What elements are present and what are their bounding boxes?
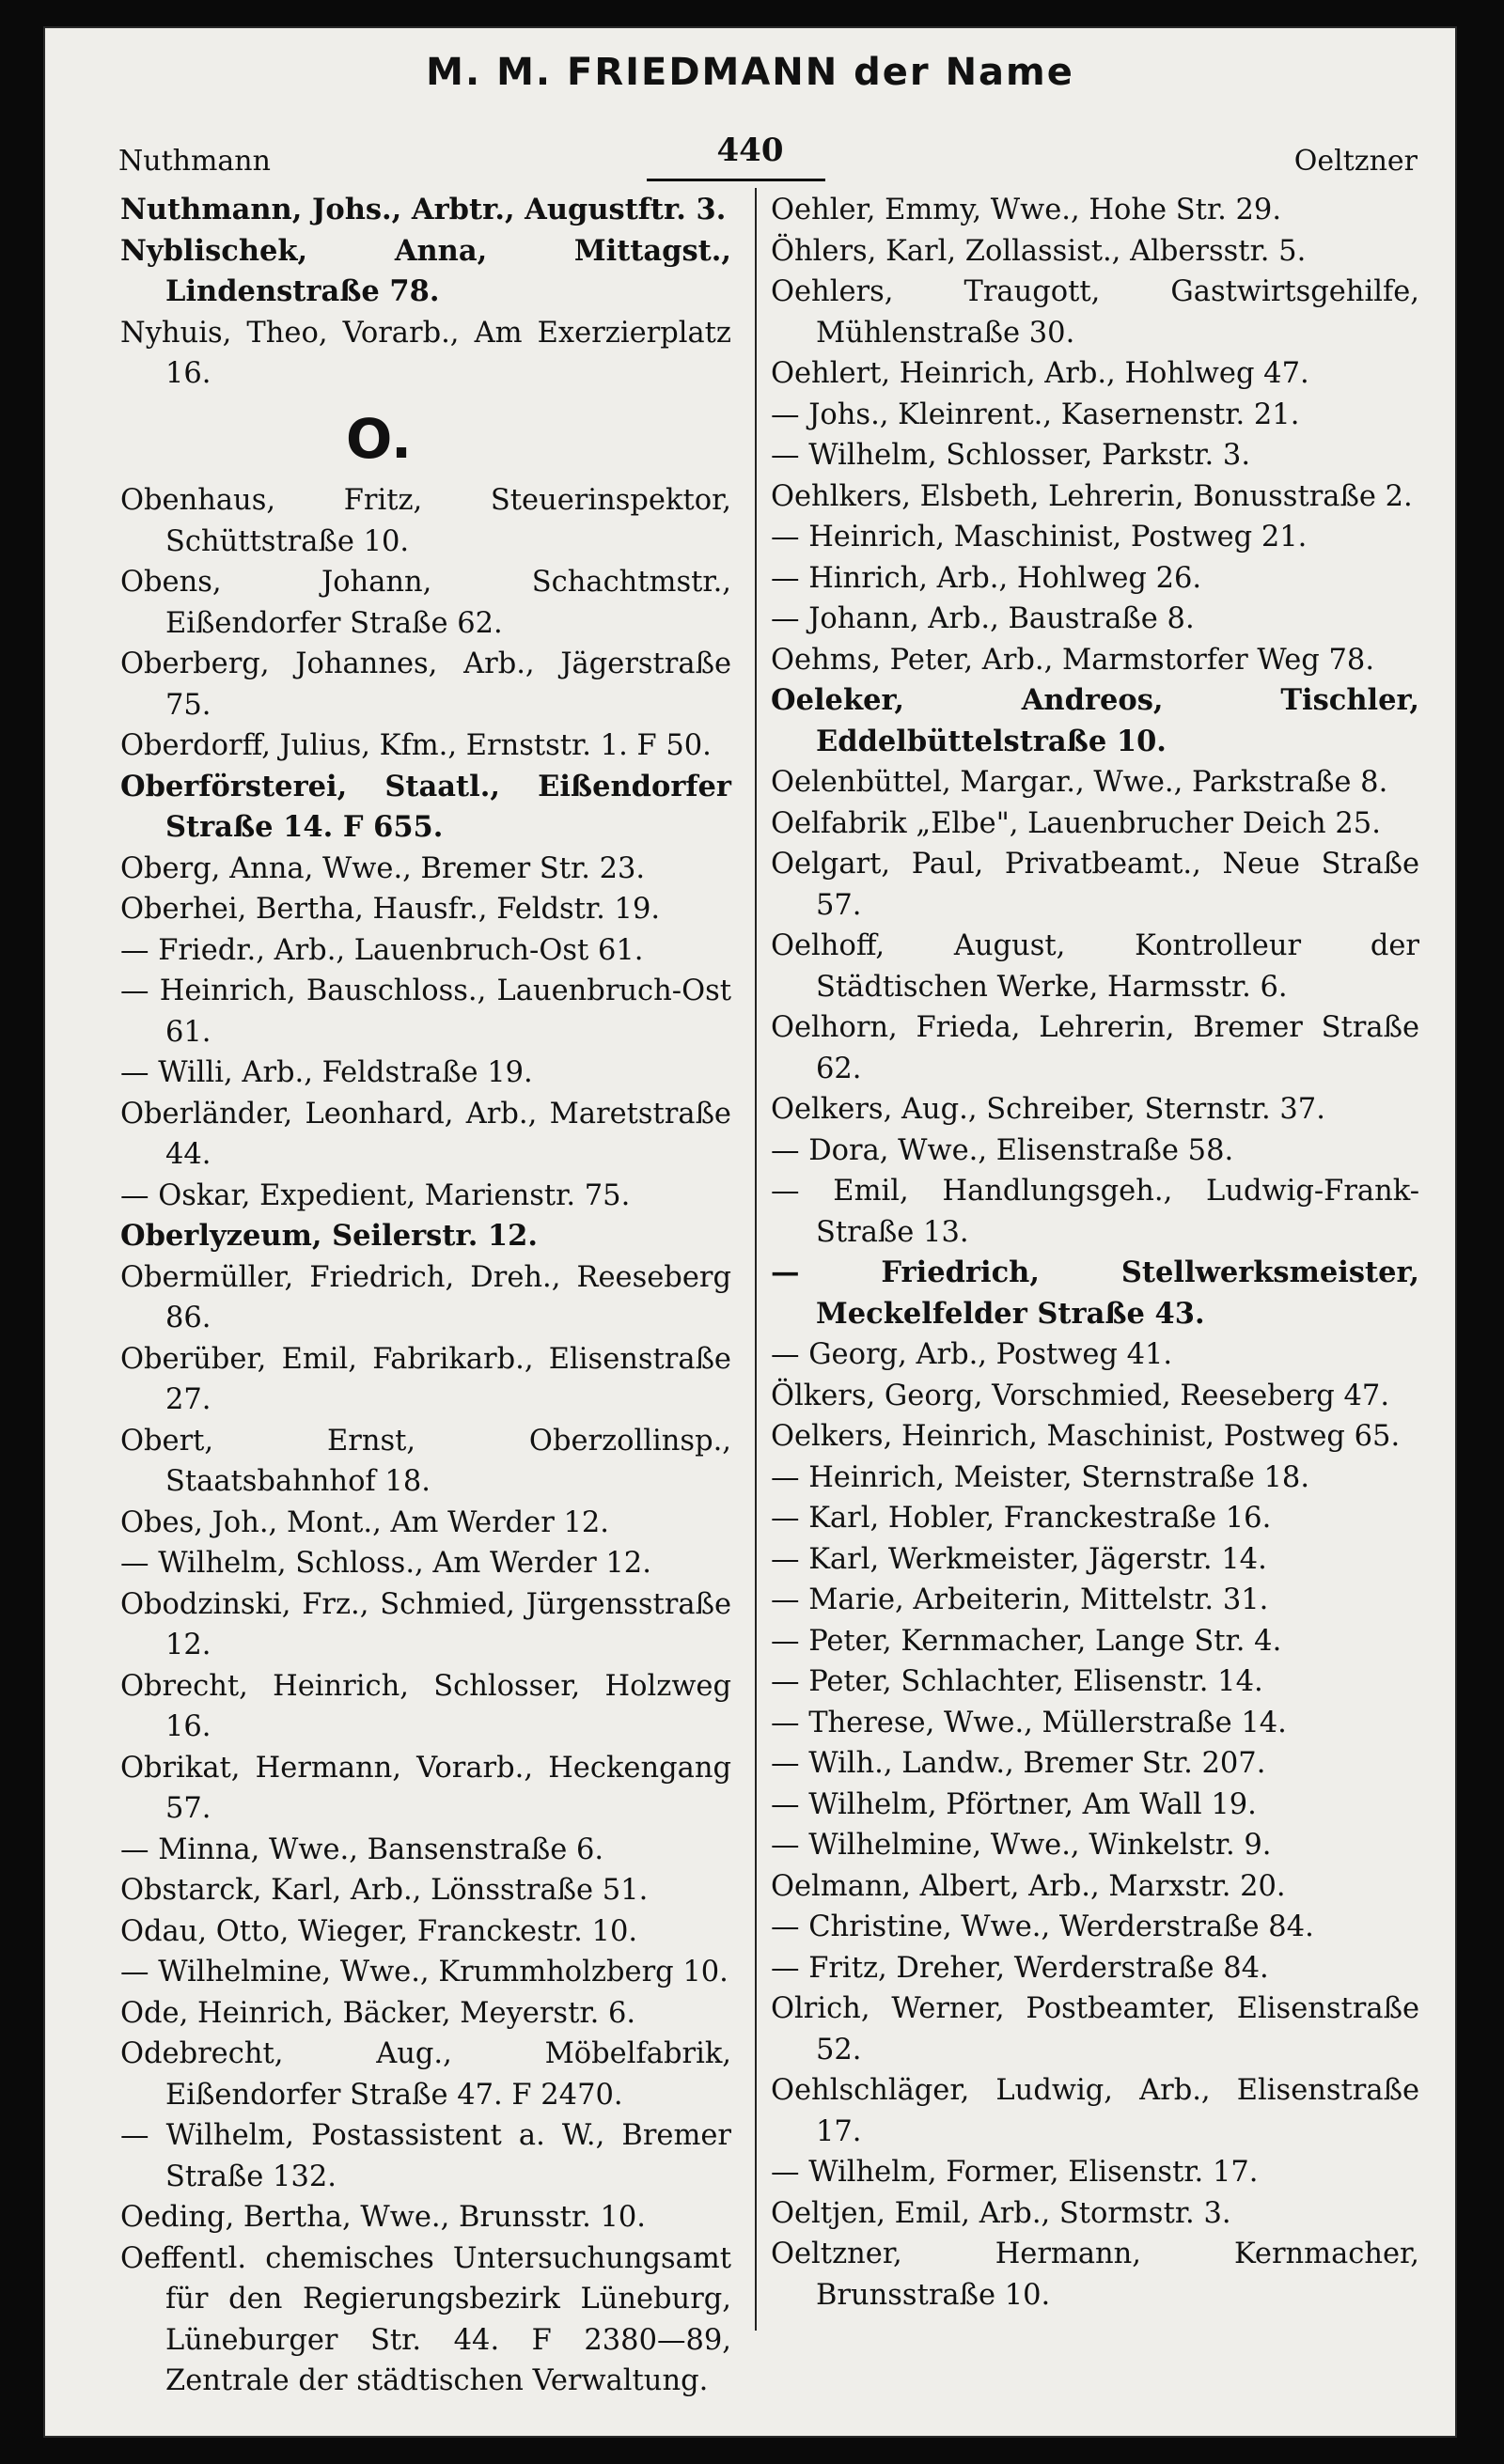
directory-entry: — Heinrich, Bauschloss., Lauenbruch-Ost 61. [120,975,731,1049]
directory-entry: — Karl, Werkmeister, Jägerstr. 14. [771,1542,1267,1576]
directory-entry: Oehler, Emmy, Wwe., Hohe Str. 29. [771,194,1282,226]
directory-entry: — Wilhelm, Postassistent a. W., Bremer Straße 132. [120,2119,731,2193]
directory-entry: — Heinrich, Meister, Sternstraße 18. [771,1460,1310,1494]
directory-entry: — Wilhelm, Pförtner, Am Wall 19. [771,1787,1257,1821]
directory-entry: Obrecht, Heinrich, Schlosser, Holzweg 16. [120,1669,731,1743]
directory-entry: Obermüller, Friedrich, Dreh., Reeseberg 86. [120,1260,731,1334]
directory-entry: Oeltjen, Emil, Arb., Stormstr. 3. [771,2196,1231,2230]
directory-entry: Nyblischek, Anna, Mittagst., Lindenstraße 78. [120,233,731,308]
directory-entry: — Therese, Wwe., Müllerstraße 14. [771,1706,1287,1739]
directory-entry: — Wilhelmine, Wwe., Winkelstr. 9. [771,1829,1272,1862]
directory-entry: Oberdorff, Julius, Kfm., Ernststr. 1. F 50. [120,729,712,762]
directory-entry: Obodzinski, Frz., Schmied, Jürgensstraße 12. [120,1587,731,1661]
directory-entry: — Wilhelm, Former, Elisenstr. 17. [771,2156,1259,2189]
directory-entry: Nuthmann, Johs., Arbtr., Augustftr. 3. [120,193,727,226]
directory-entry: — Johs., Kleinrent., Kasernenstr. 21. [771,398,1300,431]
right-column-entries [771,190,1419,2316]
directory-entry: Oelkers, Heinrich, Maschinist, Postweg 65. [771,1420,1401,1453]
directory-entry: — Wilhelmine, Wwe., Krummholzberg 10. [120,1956,728,1988]
directory-entry: — Marie, Arbeiterin, Mittelstr. 31. [771,1583,1269,1616]
directory-entry: Oelkers, Aug., Schreiber, Sternstr. 37. [771,1093,1325,1126]
directory-entry: — Christine, Wwe., Werderstraße 84. [771,1910,1314,1943]
directory-entry: Oberländer, Leonhard, Arb., Maretstraße 44. [120,1097,731,1171]
directory-entry: Oberhei, Bertha, Hausfr., Feldstr. 19. [120,893,661,926]
directory-entry: — Fritz, Dreher, Werderstraße 84. [771,1951,1269,1985]
directory-entry: Odebrecht, Aug., Möbelfabrik, Eißendorfer Straße 47. F 2470. [120,2037,731,2112]
directory-page [45,28,1455,2436]
left-column-entries-after-section [120,480,731,2402]
section-letter-heading: O. [345,406,413,471]
directory-entry: Oberlyzeum, Seilerstr. 12. [120,1219,538,1253]
directory-entry: Obens, Johann, Schachtmstr., Eißendorfer Straße 62. [120,566,731,640]
directory-entry: Öhlers, Karl, Zollassist., Albersstr. 5. [771,234,1307,268]
directory-entry: Oberförsterei, Staatl., Eißendorfer Straße 14. F 655. [120,769,731,844]
directory-entry: Olrich, Werner, Postbeamter, Elisenstraße 52. [771,1992,1419,2066]
page-number: 440 [716,132,784,169]
directory-entry: Obstarck, Karl, Arb., Lönsstraße 51. [120,1874,649,1907]
directory-entry: Ode, Heinrich, Bäcker, Meyerstr. 6. [120,1996,636,2030]
directory-entry: Ölkers, Georg, Vorschmied, Reeseberg 47. [771,1379,1390,1412]
directory-entry: Oehms, Peter, Arb., Marmstorfer Weg 78. [771,643,1375,677]
running-title: M. M. FRIEDMANN der Name [426,51,1074,94]
directory-entry: — Karl, Hobler, Franckestraße 16. [771,1502,1272,1535]
directory-entry: Oelfabrik „Elbe", Lauenbrucher Deich 25. [771,806,1381,840]
directory-entry: Oehlkers, Elsbeth, Lehrerin, Bonusstraße 2. [771,479,1413,513]
directory-entry: Oelmann, Albert, Arb., Marxstr. 20. [771,1869,1286,1903]
directory-entry: — Friedr., Arb., Lauenbruch-Ost 61. [120,933,644,967]
catchword-right: Oeltzner [1293,145,1418,178]
directory-entry: — Peter, Schlachter, Elisenstr. 14. [771,1665,1263,1698]
directory-entry: Obrikat, Hermann, Vorarb., Heckengang 57. [120,1751,731,1825]
directory-entry: — Friedrich, Stellwerksmeister, Meckelfelder Straße 43. [771,1255,1419,1331]
directory-entry: Oeding, Bertha, Wwe., Brunsstr. 10. [120,2201,646,2234]
right-column [771,190,1419,2316]
directory-entry: — Emil, Handlungsgeh., Ludwig-Frank-Straße 13. [771,1175,1419,1249]
directory-entry: — Willi, Arb., Feldstraße 19. [120,1056,533,1089]
directory-entry: — Wilhelm, Schloss., Am Werder 12. [120,1547,651,1580]
directory-entry: — Johann, Arb., Baustraße 8. [771,602,1195,635]
directory-entry: — Dora, Wwe., Elisenstraße 58. [771,1133,1234,1167]
directory-entry: Nyhuis, Theo, Vorarb., Am Exerzierplatz 16. [120,316,731,390]
directory-entry: — Georg, Arb., Postweg 41. [771,1338,1173,1371]
directory-entry: Obert, Ernst, Oberzollinsp., Staatsbahnhof 18. [120,1424,731,1498]
directory-entry: Oberg, Anna, Wwe., Bremer Str. 23. [120,851,646,885]
directory-entry: Oelhorn, Frieda, Lehrerin, Bremer Straße 62. [771,1011,1419,1085]
directory-entry: — Oskar, Expedient, Marienstr. 75. [120,1178,631,1212]
directory-entry: — Heinrich, Maschinist, Postweg 21. [771,521,1308,554]
directory-entry: Oelgart, Paul, Privatbeamt., Neue Straße 57. [771,848,1419,922]
directory-entry: Obenhaus, Fritz, Steuerinspektor, Schüttstraße 10. [120,484,731,558]
catchword-left: Nuthmann [118,145,271,178]
directory-entry: — Wilh., Landw., Bremer Str. 207. [771,1747,1266,1780]
directory-entry: Oelenbüttel, Margar., Wwe., Parkstraße 8. [771,766,1388,799]
directory-entry: Oehlert, Heinrich, Arb., Hohlweg 47. [771,357,1309,390]
directory-entry: Oberberg, Johannes, Arb., Jägerstraße 75. [120,647,731,722]
directory-entry: Oeffentl. chemisches Untersuchungsamt für den Regierungsbezirk Lüneburg, Lüneburger Str. 44. F 2380—89, Zentrale der städtischen Verwaltung. [120,2241,731,2397]
directory-entry: Oeltzner, Hermann, Kernmacher, Brunsstraße 10. [771,2238,1419,2312]
page-number-rule [647,179,825,181]
directory-entry: — Hinrich, Arb., Hohlweg 26. [771,561,1202,595]
directory-entry: Oehlschläger, Ludwig, Arb., Elisenstraße 17. [771,2074,1419,2148]
left-column [120,190,731,2402]
column-divider [755,188,757,2331]
directory-entry: Oelhoff, August, Kontrolleur der Städtischen Werke, Harmsstr. 6. [771,929,1419,1004]
directory-entry: Oberüber, Emil, Fabrikarb., Elisenstraße 27. [120,1342,731,1416]
directory-entry: Oehlers, Traugott, Gastwirtsgehilfe, Mühlenstraße 30. [771,275,1419,350]
directory-entry: — Peter, Kernmacher, Lange Str. 4. [771,1624,1282,1658]
directory-entry: Odau, Otto, Wieger, Franckestr. 10. [120,1914,638,1948]
left-column-entries-before-section [120,190,731,395]
directory-entry: — Minna, Wwe., Bansenstraße 6. [120,1832,604,1866]
directory-entry: — Wilhelm, Schlosser, Parkstr. 3. [771,439,1251,472]
directory-entry: Obes, Joh., Mont., Am Werder 12. [120,1505,610,1539]
directory-entry: Oeleker, Andreos, Tischler, Eddelbüttelstraße 10. [771,683,1419,758]
